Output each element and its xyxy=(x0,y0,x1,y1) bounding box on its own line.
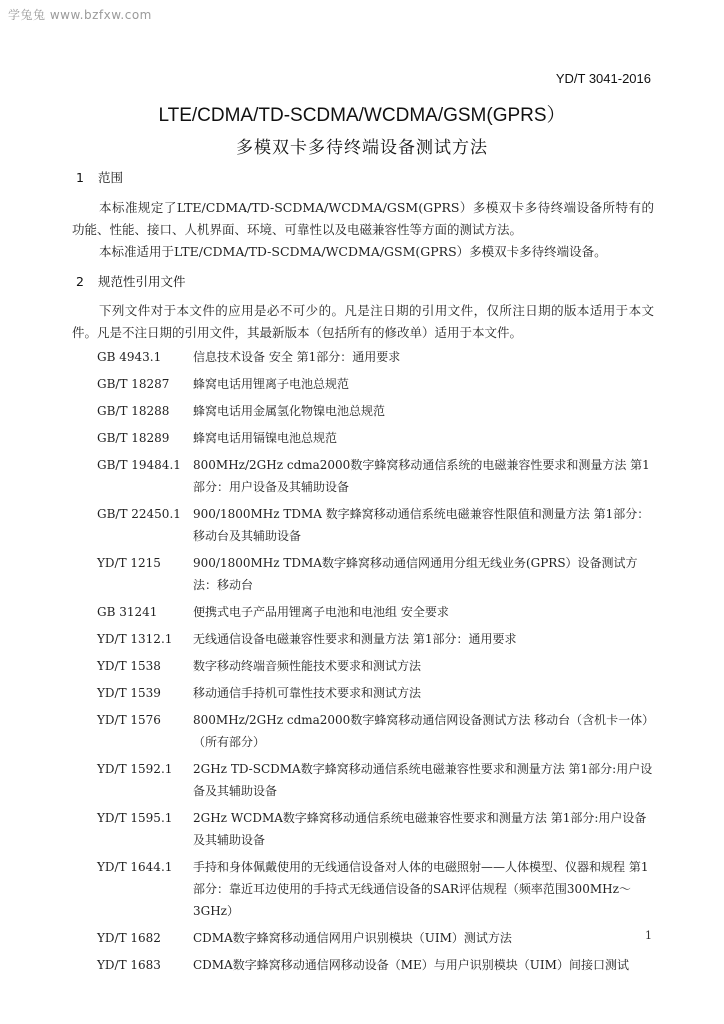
reference-title: 信息技术设备 安全 第1部分：通用要求 xyxy=(193,350,401,364)
reference-code: YD/T 1592.1 xyxy=(97,762,173,776)
section-1-body xyxy=(72,197,654,263)
scope-paragraph-1: 本标准规定了LTE/CDMA/TD-SCDMA/WCDMA/GSM(GPRS）多模双卡多待终端设备所特有的功能、性能、接口、人机界面、环境、可靠性以及电磁兼容性等方面的测试方法。 xyxy=(72,200,654,237)
reference-title: 900/1800MHz TDMA数字蜂窝移动通信网通用分组无线业务(GPRS）设备测试方法：移动台 xyxy=(193,556,638,592)
reference-item xyxy=(97,346,657,368)
reference-item xyxy=(97,856,657,922)
page-number: 1 xyxy=(645,929,652,942)
normative-references-list xyxy=(97,346,657,981)
reference-title: 蜂窝电话用锂离子电池总规范 xyxy=(193,377,350,391)
reference-code: YD/T 1312.1 xyxy=(97,632,173,646)
reference-item xyxy=(97,927,657,949)
reference-title: 移动通信手持机可靠性技术要求和测试方法 xyxy=(193,686,422,700)
section-title: 范围 xyxy=(98,170,124,185)
reference-item xyxy=(97,709,657,753)
reference-item xyxy=(97,454,657,498)
reference-title: 无线通信设备电磁兼容性要求和测量方法 第1部分：通用要求 xyxy=(193,632,517,646)
reference-code: GB 31241 xyxy=(97,605,158,619)
reference-code: GB/T 18288 xyxy=(97,404,170,418)
reference-item xyxy=(97,373,657,395)
reference-code: YD/T 1644.1 xyxy=(97,860,173,874)
document-title-line2: 多模双卡多待终端设备测试方法 xyxy=(236,138,488,158)
reference-code: GB/T 22450.1 xyxy=(97,507,181,521)
reference-title: 蜂窝电话用金属氢化物镍电池总规范 xyxy=(193,404,386,418)
reference-item xyxy=(97,628,657,650)
references-intro-paragraph: 下列文件对于本文件的应用是必不可少的。凡是注日期的引用文件，仅所注日期的版本适用于本文件。凡是不注日期的引用文件，其最新版本（包括所有的修改单）适用于本文件。 xyxy=(72,303,654,340)
section-title: 规范性引用文件 xyxy=(98,274,186,289)
reference-title: 2GHz WCDMA数字蜂窝移动通信系统电磁兼容性要求和测量方法 第1部分:用户设备及其辅助设备 xyxy=(193,811,647,847)
reference-item xyxy=(97,601,657,623)
reference-code: YD/T 1215 xyxy=(97,556,161,570)
reference-item xyxy=(97,682,657,704)
section-2-intro xyxy=(72,300,654,344)
reference-item xyxy=(97,807,657,851)
reference-item xyxy=(97,552,657,596)
section-number: 2 xyxy=(76,274,84,289)
reference-code: YD/T 1539 xyxy=(97,686,161,700)
reference-code: YD/T 1576 xyxy=(97,713,161,727)
reference-title: 手持和身体佩戴使用的无线通信设备对人体的电磁照射——人体模型、仪器和规程 第1部分：靠近耳边使用的手持式无线通信设备的SAR评估规程（频率范围300MHz～3GHz） xyxy=(193,860,649,918)
reference-title: 数字移动终端音频性能技术要求和测试方法 xyxy=(193,659,422,673)
watermark-text: 学兔兔 www.bzfxw.com xyxy=(8,8,152,22)
reference-code: YD/T 1595.1 xyxy=(97,811,173,825)
reference-item xyxy=(97,758,657,802)
reference-title: 900/1800MHz TDMA 数字蜂窝移动通信系统电磁兼容性限值和测量方法 第1部分：移动台及其辅助设备 xyxy=(193,507,650,543)
standard-number: YD/T 3041-2016 xyxy=(555,71,651,86)
reference-title: 蜂窝电话用镉镍电池总规范 xyxy=(193,431,338,445)
reference-code: GB 4943.1 xyxy=(97,350,162,364)
reference-code: YD/T 1538 xyxy=(97,659,161,673)
reference-title: 便携式电子产品用锂离子电池和电池组 安全要求 xyxy=(193,605,449,619)
reference-code: GB/T 19484.1 xyxy=(97,458,181,472)
reference-title: 800MHz/2GHz cdma2000数字蜂窝移动通信网设备测试方法 移动台（含机卡一体）（所有部分） xyxy=(193,713,655,749)
reference-item xyxy=(97,503,657,547)
reference-item xyxy=(97,400,657,422)
section-2-heading xyxy=(76,272,186,290)
reference-code: YD/T 1682 xyxy=(97,931,161,945)
document-title-line1: LTE/CDMA/TD-SCDMA/WCDMA/GSM(GPRS） xyxy=(158,105,566,126)
reference-title: 800MHz/2GHz cdma2000数字蜂窝移动通信系统的电磁兼容性要求和测量方法 第1部分：用户设备及其辅助设备 xyxy=(193,458,650,494)
scope-paragraph-2: 本标准适用于LTE/CDMA/TD-SCDMA/WCDMA/GSM(GPRS）多模双卡多待终端设备。 xyxy=(99,244,607,259)
reference-code: YD/T 1683 xyxy=(97,958,161,972)
section-1-heading xyxy=(76,168,123,186)
section-number: 1 xyxy=(76,170,84,185)
reference-title: CDMA数字蜂窝移动通信网移动设备（ME）与用户识别模块（UIM）间接口测试 xyxy=(193,958,629,972)
reference-item xyxy=(97,655,657,677)
reference-title: CDMA数字蜂窝移动通信网用户识别模块（UIM）测试方法 xyxy=(193,931,512,945)
reference-item xyxy=(97,427,657,449)
reference-title: 2GHz TD-SCDMA数字蜂窝移动通信系统电磁兼容性要求和测量方法 第1部分:用户设备及其辅助设备 xyxy=(193,762,653,798)
reference-code: GB/T 18289 xyxy=(97,431,170,445)
reference-item xyxy=(97,954,657,976)
reference-code: GB/T 18287 xyxy=(97,377,170,391)
